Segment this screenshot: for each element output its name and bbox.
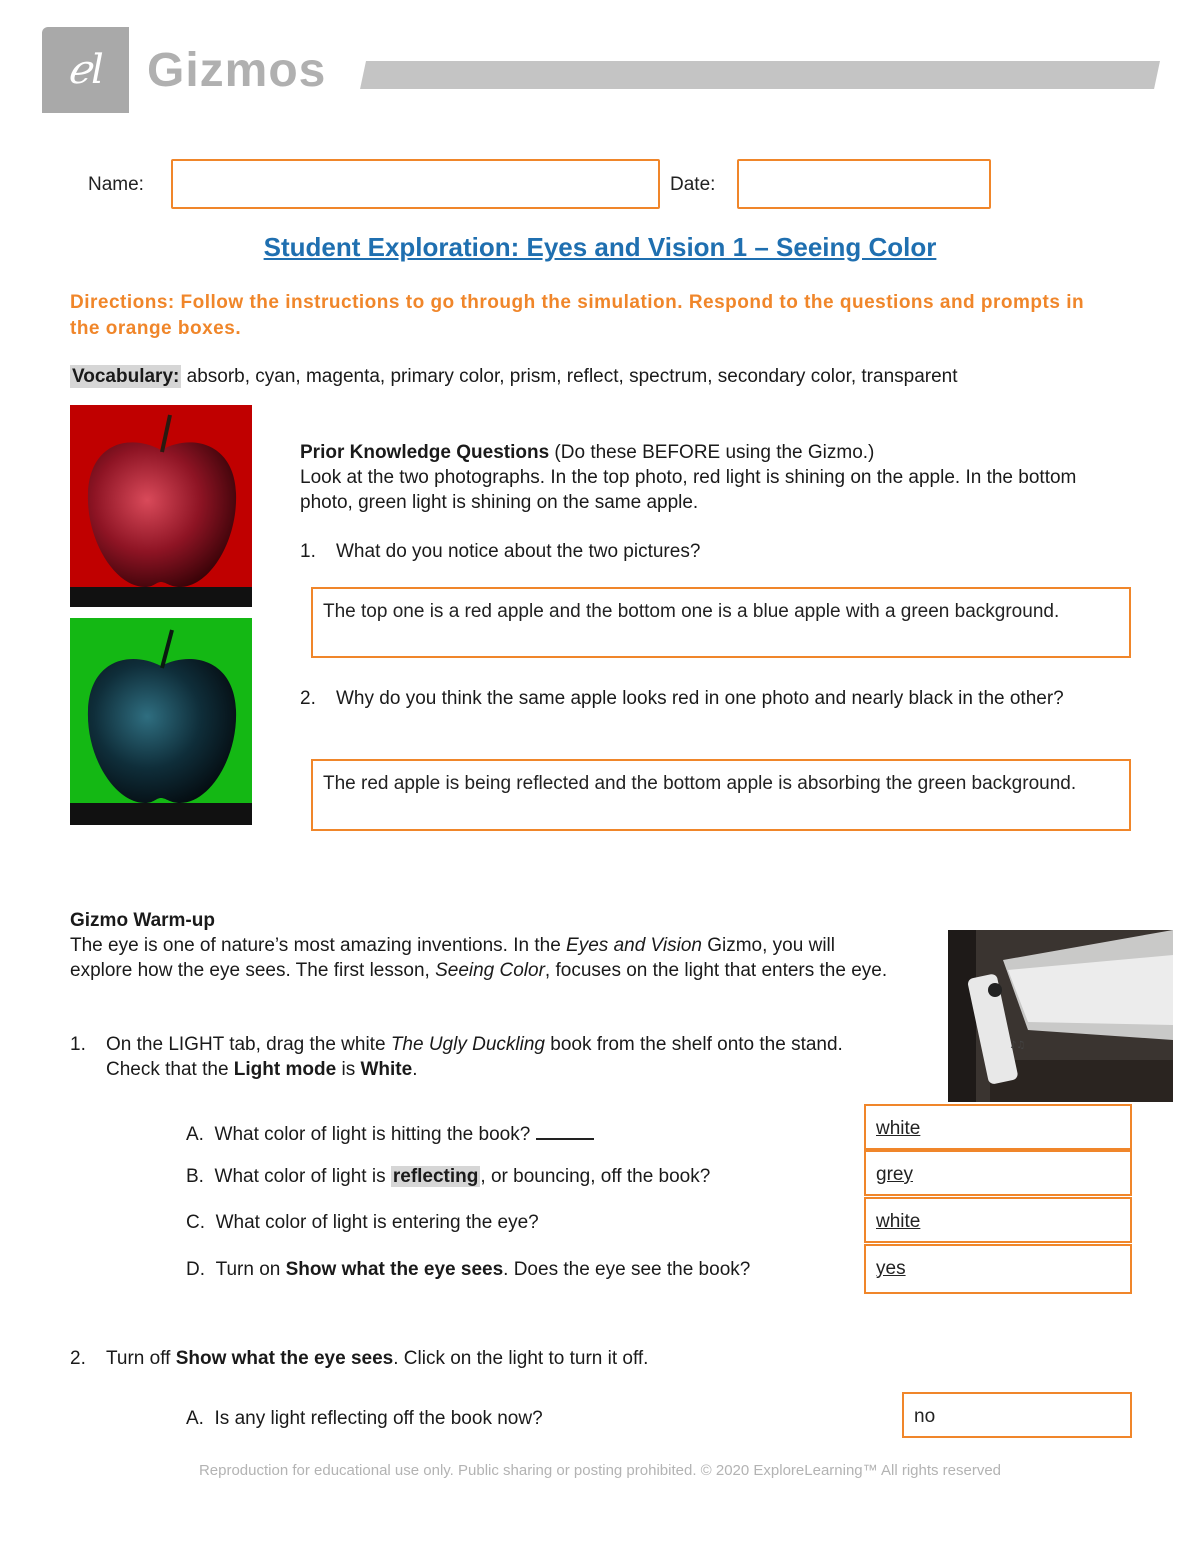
answer-blank (536, 1120, 594, 1140)
question-text: On the LIGHT tab, drag the white The Ugly Duckling book from the shelf onto the stand. Check that the Light mode is White. (106, 1034, 843, 1080)
question-number: 1. (300, 541, 316, 562)
warmup-section (70, 908, 920, 983)
warmup-q1-b: B. What color of light is reflecting , or bouncing, off the book? (186, 1166, 711, 1187)
answer-cell-a[interactable]: white (864, 1104, 1132, 1150)
prior-answer-1[interactable]: The top one is a red apple and the bottom one is a blue apple with a green background. (311, 587, 1131, 658)
date-label: Date: (670, 174, 716, 195)
prior-heading: Prior Knowledge Questions (300, 442, 550, 463)
answer-cell-b[interactable]: grey (864, 1150, 1132, 1196)
question-text: What do you notice about the two pictures? (336, 541, 701, 562)
apple-red-light-photo (70, 405, 252, 607)
apple-green-light-photo (70, 618, 252, 825)
prior-knowledge-section (300, 440, 1120, 515)
answer-cell-d[interactable]: yes (864, 1244, 1132, 1294)
warmup-intro: The eye is one of nature’s most amazing inventions. In the Eyes and Vision Gizmo, you will explore how the eye sees. The first lesson, Seeing Color, focuses on the light that enters the eye. (70, 935, 888, 981)
name-label: Name: (88, 174, 144, 195)
question-number: 1. (70, 1034, 86, 1055)
footer-copyright: Reproduction for educational use only. Public sharing or posting prohibited. © 2020 ExploreLearning™ All rights reserved (198, 1462, 1002, 1479)
warmup-question-1 (70, 1032, 860, 1082)
answer-cell-q2-a[interactable]: no (902, 1392, 1132, 1438)
header-bar (360, 61, 1160, 89)
prior-question-2 (300, 686, 1110, 711)
warmup-heading: Gizmo Warm-up (70, 910, 215, 931)
warmup-q1-d: D. Turn on Show what the eye sees. Does the eye see the book? (186, 1259, 751, 1280)
prior-answer-2[interactable]: The red apple is being reflected and the bottom apple is absorbing the green background. (311, 759, 1131, 831)
vocabulary (70, 366, 958, 388)
warmup-q2-a: A. Is any light reflecting off the book now? (186, 1408, 543, 1429)
vocabulary-label: Vocabulary: (72, 366, 180, 387)
directions: Directions: Follow the instructions to go through the simulation. Respond to the questions and prompts in the orange boxes. (70, 292, 1085, 339)
warmup-q1-c: C. What color of light is entering the eye? (186, 1212, 539, 1233)
date-field[interactable] (737, 159, 991, 209)
gizmos-brand: Gizmos (147, 44, 327, 97)
question-number: 2. (300, 688, 316, 709)
question-text: Turn off Show what the eye sees. Click on the light to turn it off. (106, 1348, 649, 1369)
explorelearning-logo: ℯl (42, 27, 129, 113)
svg-text:♪♫: ♪♫ (1010, 1040, 1026, 1051)
prior-heading-note: (Do these BEFORE using the Gizmo.) (549, 442, 875, 463)
vocabulary-terms: absorb, cyan, magenta, primary color, prism, reflect, spectrum, secondary color, transparent (181, 366, 958, 387)
question-number: 2. (70, 1348, 86, 1369)
name-field[interactable] (171, 159, 660, 209)
answer-cell-c[interactable]: white (864, 1197, 1132, 1243)
prior-intro: Look at the two photographs. In the top photo, red light is shining on the apple. In the bottom photo, green light is shining on the same apple. (300, 467, 1077, 513)
warmup-question-2 (70, 1346, 860, 1371)
question-text: Why do you think the same apple looks red in one photo and nearly black in the other? (336, 688, 1064, 709)
warmup-q1-a: A. What color of light is hitting the book? (186, 1120, 594, 1146)
gizmo-screenshot (948, 930, 1173, 1102)
page-title: Student Exploration: Eyes and Vision 1 – Seeing Color (263, 232, 937, 262)
